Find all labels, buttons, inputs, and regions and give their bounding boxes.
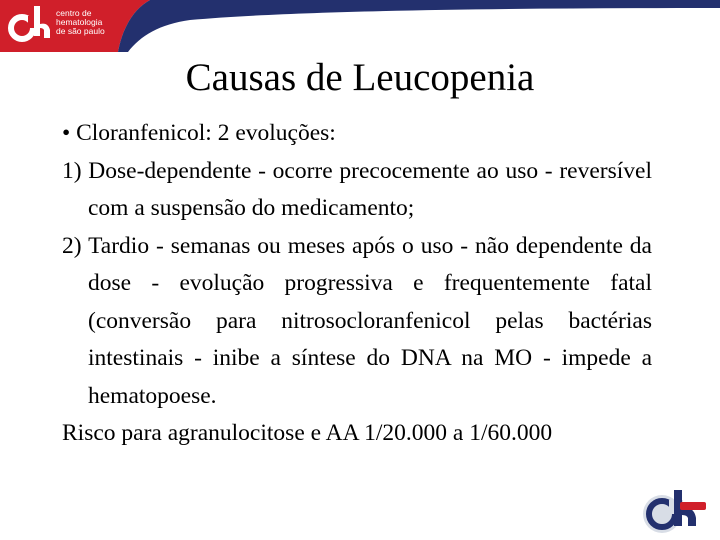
list-item-1: 1) Dose-dependente - ocorre precocemente ao uso - reversível com a suspensão do medicamento;: [62, 157, 652, 221]
footer-logo-icon: [636, 486, 712, 536]
brand-logo: [0, 0, 150, 52]
logo-line-1: centro de: [56, 8, 92, 18]
bullet-text: • Cloranfenicol: 2 evoluções:: [62, 120, 336, 146]
slide-title: Causas de Leucopenia: [185, 56, 535, 99]
slide-body: [62, 115, 652, 453]
logo-text: [56, 9, 105, 36]
logo-mark-icon: [4, 0, 60, 52]
logo-line-2: hematologia: [56, 17, 103, 27]
footer-text: Risco para agranulocitose e AA 1/20.000 a 1/60.000: [62, 420, 553, 446]
list-item-2: 2) Tardio - semanas ou meses após o uso - não dependente da dose - evolução progressiva e frequentemente fatal (conversão para nitrosocloranfenicol pelas bactérias intestinais - inibe a síntese do DNA na MO - impede a hematopoese.: [62, 232, 652, 409]
logo-line-3: de são paulo: [56, 26, 105, 36]
